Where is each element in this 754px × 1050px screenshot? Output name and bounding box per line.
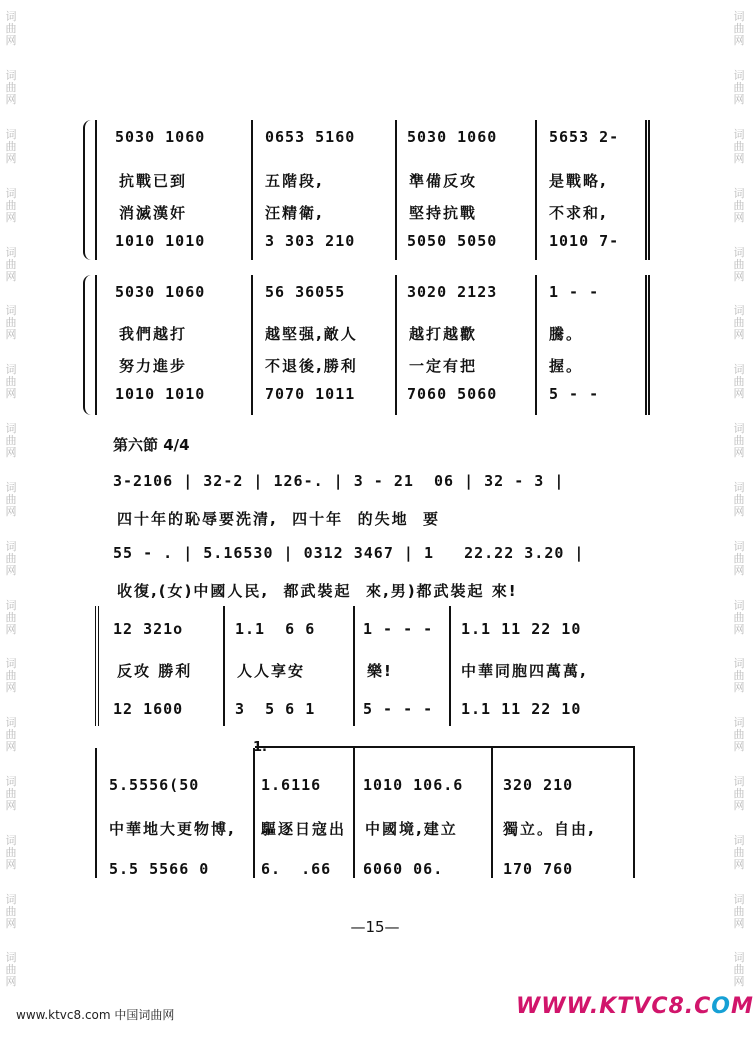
barline <box>491 748 493 878</box>
watermark-text: 词 曲 网 <box>5 304 17 342</box>
lyric-line: 騰。 <box>549 325 584 343</box>
watermark-text: 词 曲 网 <box>733 657 745 695</box>
barline <box>395 275 397 415</box>
lyric-line: 汪精衛, <box>265 204 324 222</box>
watermark-text: 词 曲 网 <box>733 128 745 166</box>
notation: 1.1 6 6 <box>235 620 316 638</box>
watermark-column-right <box>728 0 750 1000</box>
final-barline <box>645 120 650 260</box>
lyric-line: 收復,(女)中國人民, 都武裝起 來,男)都武裝起 來! <box>117 582 518 600</box>
bass-notation: 1010 1010 <box>115 385 206 403</box>
watermark-text: 词 曲 网 <box>733 774 745 812</box>
barline <box>253 748 255 878</box>
score-system-3 <box>95 606 655 726</box>
volta-number: 1. <box>253 740 267 755</box>
watermark-text: 词 曲 网 <box>733 186 745 224</box>
volta-bracket <box>255 746 635 748</box>
notation: 320 210 <box>503 776 574 794</box>
bass-notation: 7070 1011 <box>265 385 356 403</box>
bass-notation: 5 - - - <box>363 700 434 718</box>
score-system-2 <box>95 275 655 415</box>
melody-line: 55 - . | 5.16530 | 0312 3467 | 1 22.22 3.20 | <box>113 544 585 562</box>
lyric-line: 不退後,勝利 <box>265 357 358 375</box>
lyric-line: 是戰略, <box>549 172 608 190</box>
lyric-line: 堅持抗戰 <box>409 204 478 222</box>
barline <box>353 606 355 726</box>
barline <box>251 275 253 415</box>
notation: 5030 1060 <box>115 128 206 146</box>
score-system-1 <box>95 120 655 260</box>
watermark-text: 词 曲 网 <box>5 186 17 224</box>
barline <box>251 120 253 260</box>
score-page <box>95 100 655 960</box>
watermark-text: 词 曲 网 <box>733 69 745 107</box>
footer-site-link[interactable]: www.ktvc8.com 中国词曲网 <box>16 1008 175 1022</box>
watermark-text: 词 曲 网 <box>5 657 17 695</box>
barline <box>535 120 537 260</box>
section-label: 第六節 4/4 <box>113 436 190 454</box>
watermark-text: 词 曲 网 <box>5 422 17 460</box>
watermark-text: 词 曲 网 <box>5 480 17 518</box>
watermark-text: 词 曲 网 <box>5 716 17 754</box>
barline <box>353 748 355 878</box>
lyric-line: 一定有把 <box>409 357 478 375</box>
barline <box>633 748 635 878</box>
notation: 1 - - - <box>363 620 434 638</box>
system-brace <box>83 275 95 415</box>
lyric-line: 樂! <box>367 662 393 680</box>
bass-notation: 5 - - <box>549 385 600 403</box>
lyric-line: 我們越打 <box>119 325 188 343</box>
bass-notation: 170 760 <box>503 860 574 878</box>
watermark-text: 词 曲 网 <box>5 833 17 871</box>
watermark-text: 词 曲 网 <box>733 833 745 871</box>
watermark-text: 词 曲 网 <box>733 892 745 930</box>
bass-notation: 3 5 6 1 <box>235 700 316 718</box>
bass-notation: 3 303 210 <box>265 232 356 250</box>
notation: 56 36055 <box>265 283 346 301</box>
notation: 1.6116 <box>261 776 322 794</box>
lyric-line: 驅逐日寇出 <box>261 820 347 838</box>
bass-notation: 1010 1010 <box>115 232 206 250</box>
lyric-line: 獨立。自由, <box>503 820 596 838</box>
lyric-line: 中國境,建立 <box>365 820 458 838</box>
watermark-text: 词 曲 网 <box>733 304 745 342</box>
bass-notation: 6060 06. <box>363 860 444 878</box>
footer-logo: WWW.KTVC8.COM <box>516 994 754 1019</box>
watermark-text: 词 曲 网 <box>733 422 745 460</box>
lyric-line: 中華地大更物博, <box>109 820 236 838</box>
notation: 1.1 11 22 10 <box>461 620 582 638</box>
notation: 1 - - <box>549 283 600 301</box>
barline <box>395 120 397 260</box>
lyric-line: 越打越歡 <box>409 325 478 343</box>
watermark-text: 词 曲 网 <box>733 598 745 636</box>
watermark-text: 词 曲 网 <box>733 245 745 283</box>
bass-notation: 7060 5060 <box>407 385 498 403</box>
watermark-text: 词 曲 网 <box>733 951 745 989</box>
watermark-text: 词 曲 网 <box>5 363 17 401</box>
lyric-line: 不求和, <box>549 204 608 222</box>
score-system-4 <box>95 740 655 878</box>
watermark-text: 词 曲 网 <box>733 539 745 577</box>
bass-notation: 12 1600 <box>113 700 184 718</box>
watermark-text: 词 曲 网 <box>5 892 17 930</box>
barline <box>95 748 97 878</box>
notation: 3020 2123 <box>407 283 498 301</box>
barline <box>535 275 537 415</box>
lyric-line: 越堅强,敵人 <box>265 325 358 343</box>
bass-notation: 1.1 11 22 10 <box>461 700 582 718</box>
watermark-text: 词 曲 网 <box>733 10 745 48</box>
watermark-text: 词 曲 网 <box>5 10 17 48</box>
lyric-line: 握。 <box>549 357 584 375</box>
page-number: —15— <box>350 918 400 936</box>
watermark-text: 词 曲 网 <box>733 363 745 401</box>
lyric-line: 準備反攻 <box>409 172 478 190</box>
watermark-text: 词 曲 网 <box>733 716 745 754</box>
bass-notation: 5050 5050 <box>407 232 498 250</box>
watermark-text: 词 曲 网 <box>5 539 17 577</box>
lyric-line: 反攻 勝利 <box>117 662 193 680</box>
watermark-text: 词 曲 网 <box>5 951 17 989</box>
notation: 5653 2- <box>549 128 620 146</box>
watermark-text: 词 曲 网 <box>5 69 17 107</box>
notation: 0653 5160 <box>265 128 356 146</box>
watermark-text: 词 曲 网 <box>5 598 17 636</box>
bass-notation: 1010 7- <box>549 232 620 250</box>
lyric-line: 五階段, <box>265 172 324 190</box>
bass-notation: 5.5 5566 0 <box>109 860 210 878</box>
notation: 5030 1060 <box>407 128 498 146</box>
melody-line: 3-2106 | 32-2 | 126-. | 3 - 21 06 | 32 - 3 | <box>113 472 565 490</box>
barline <box>95 120 97 260</box>
watermark-column-left <box>0 0 22 1000</box>
lyric-line: 努力進步 <box>119 357 188 375</box>
notation: 5030 1060 <box>115 283 206 301</box>
barline <box>95 275 97 415</box>
notation: 1010 106.6 <box>363 776 464 794</box>
repeat-barline <box>95 606 99 726</box>
lyric-line: 中華同胞四萬萬, <box>461 662 588 680</box>
barline <box>223 606 225 726</box>
lyric-line: 四十年的恥辱要洗清, 四十年 的失地 要 <box>117 510 441 528</box>
notation: 5.5556(50 <box>109 776 200 794</box>
watermark-text: 词 曲 网 <box>733 480 745 518</box>
lyric-line: 抗戰已到 <box>119 172 188 190</box>
notation: 12 321o <box>113 620 184 638</box>
watermark-text: 词 曲 网 <box>5 245 17 283</box>
bass-notation: 6. .66 <box>261 860 332 878</box>
lyric-line: 人人享安 <box>237 662 306 680</box>
watermark-text: 词 曲 网 <box>5 128 17 166</box>
system-brace <box>83 120 95 260</box>
watermark-text: 词 曲 网 <box>5 774 17 812</box>
barline <box>449 606 451 726</box>
lyric-line: 消滅漢奸 <box>119 204 188 222</box>
final-barline <box>645 275 650 415</box>
